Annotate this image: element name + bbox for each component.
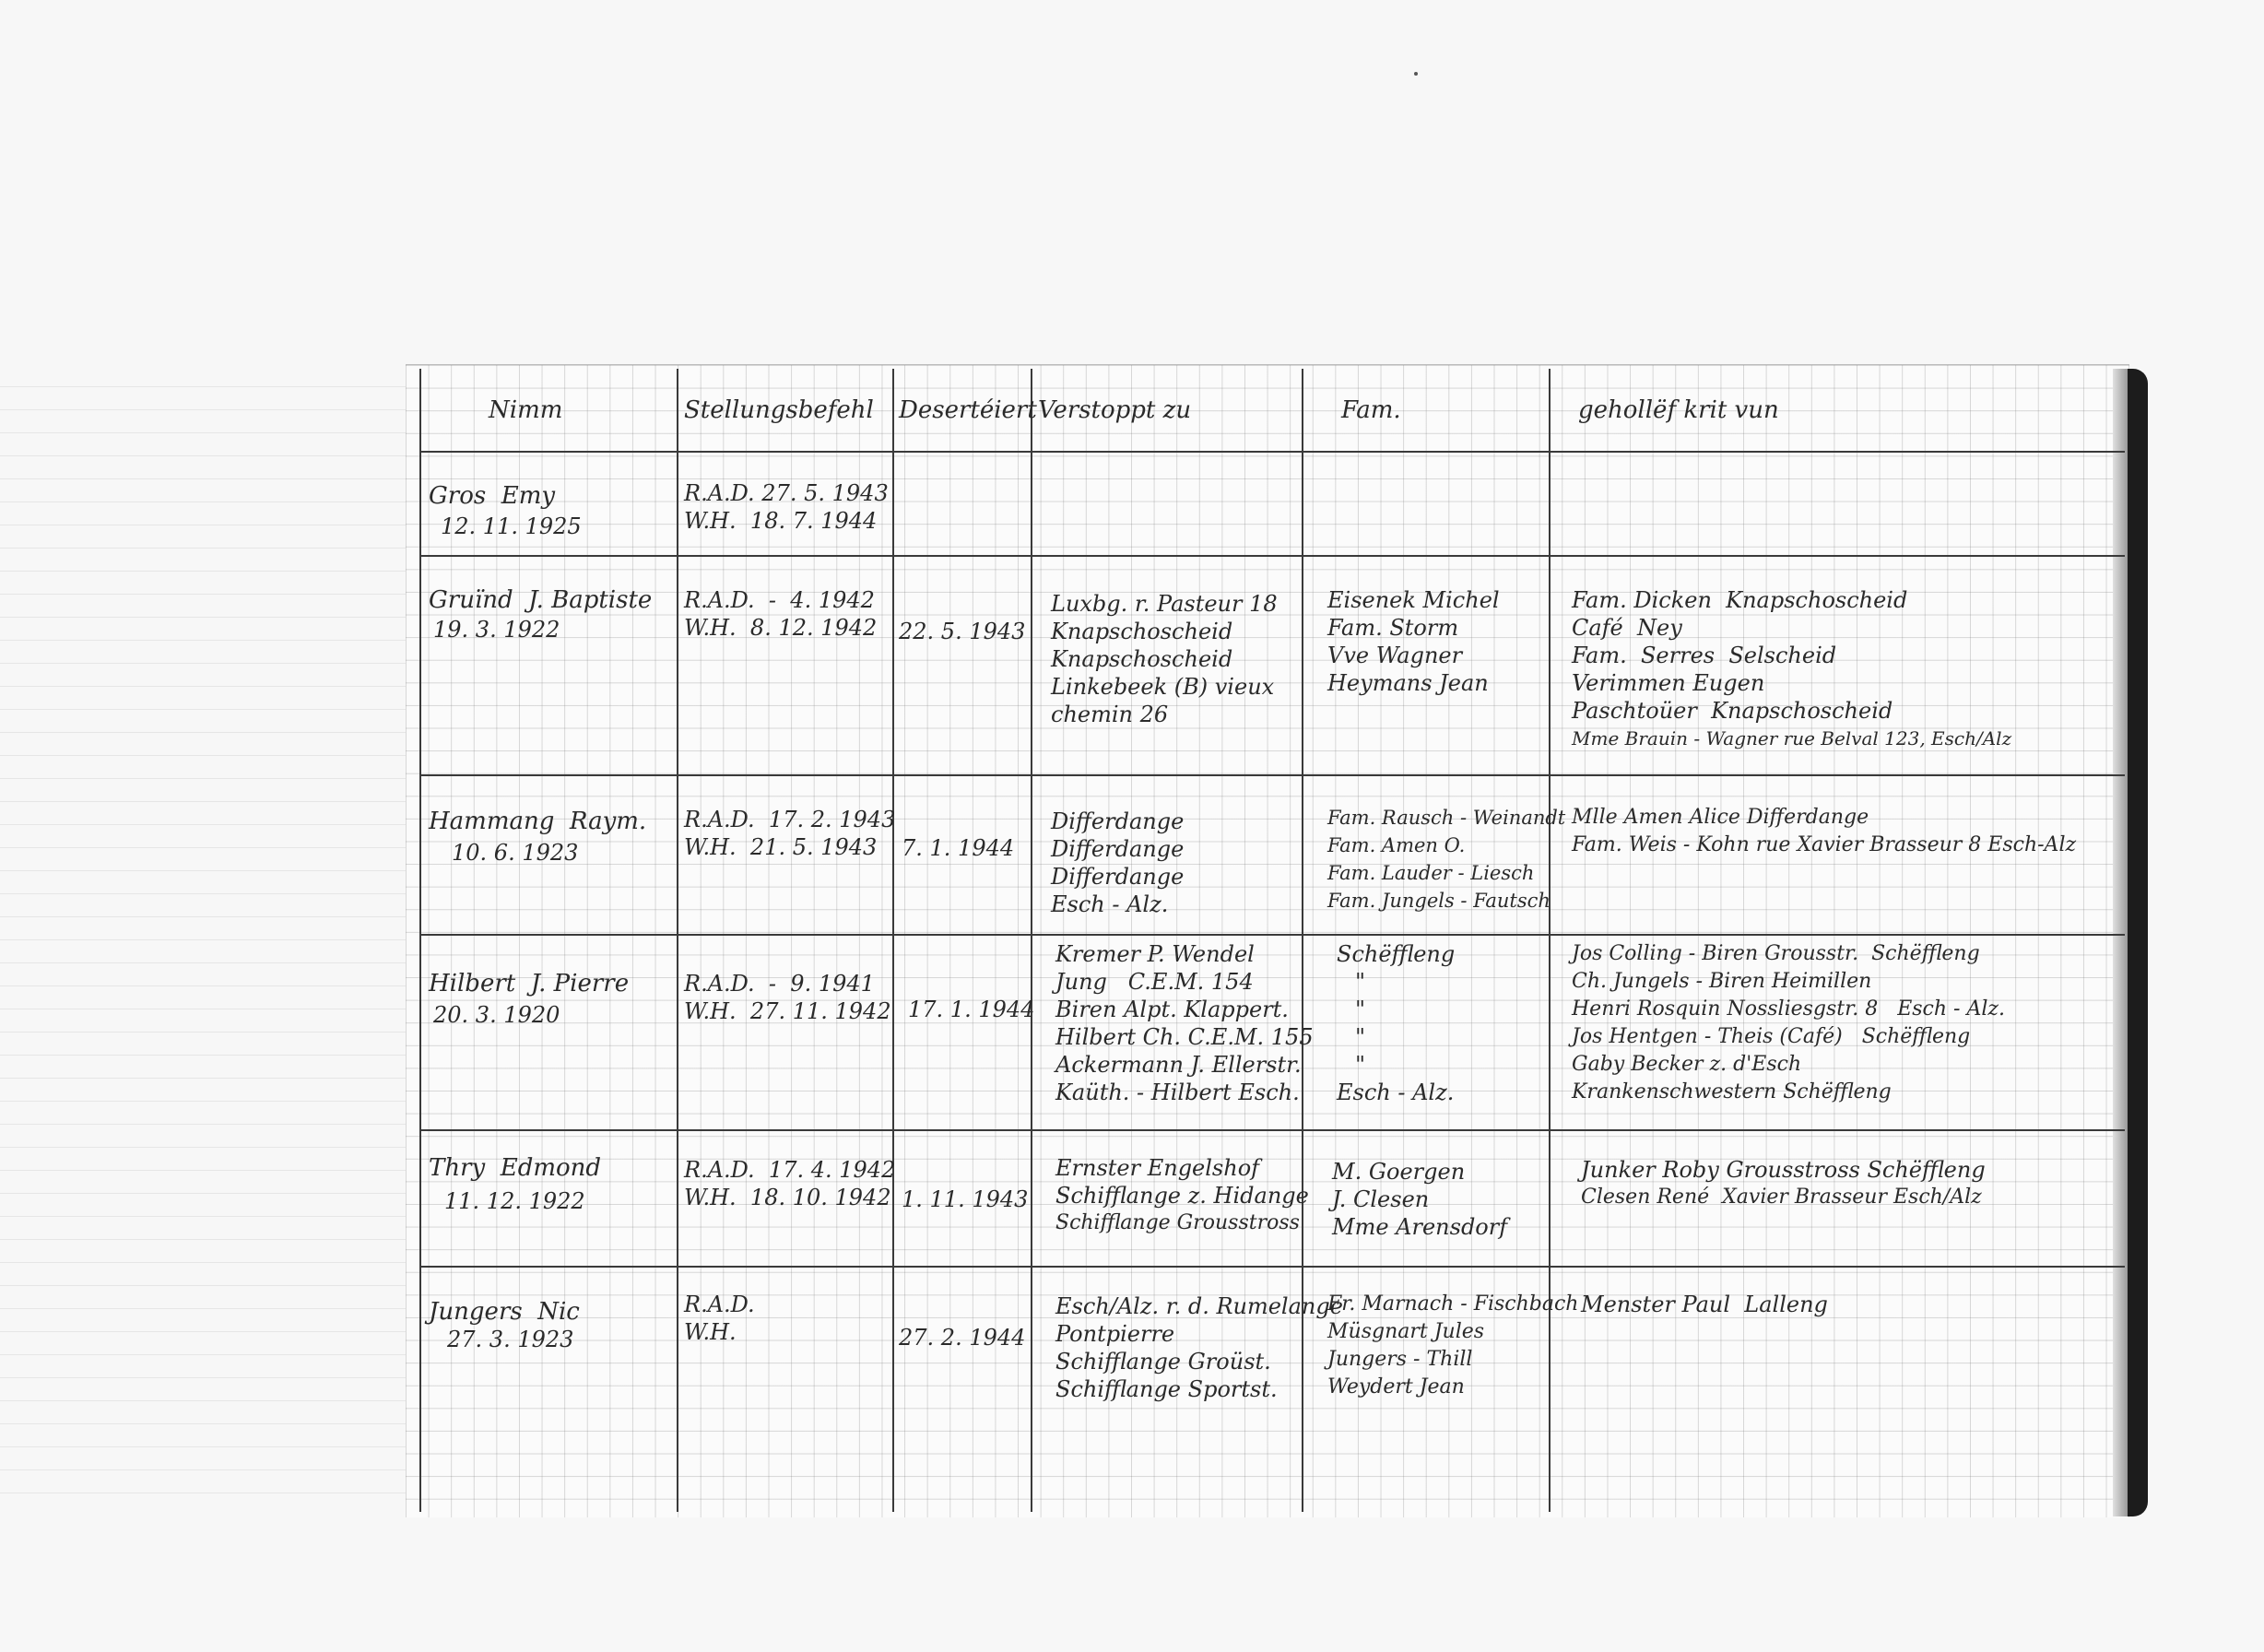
row-2-name: Gruïnd J. Baptiste [429, 586, 653, 614]
row-6-name: Jungers Nic [429, 1298, 580, 1326]
row-4-helped-by-line: Gaby Becker z. d'Esch [1572, 1053, 1802, 1076]
row-5-helped-by-line: Clesen René Xavier Brasseur Esch/Alz [1581, 1186, 1982, 1209]
header-hidden-at: Verstoppt zu [1038, 396, 1192, 424]
row-5-helped-by-line: Junker Roby Grousstross Schëffleng [1581, 1157, 1986, 1183]
row-3-order [684, 806, 895, 861]
row-3-family-line: Fam. Lauder - Liesch [1327, 862, 1535, 884]
row-2-order [684, 586, 877, 642]
row-5-order-line: W.H. 18. 10. 1942 [684, 1185, 891, 1210]
row-5-deserted: 1. 11. 1943 [902, 1186, 1029, 1212]
row-5-family-line: J. Clesen [1332, 1186, 1430, 1212]
row-6-birth: 27. 3. 1923 [447, 1327, 574, 1352]
row-2-hidden-at-line: Knapschoscheid [1051, 619, 1233, 644]
row-5-name: Thry Edmond [429, 1154, 602, 1182]
row-2-hidden-at [1051, 590, 1278, 728]
row-divider-2 [419, 774, 2125, 776]
row-3-order-line: R.A.D. 17. 2. 1943 [684, 807, 896, 832]
column-divider-order-deserted [892, 369, 894, 1512]
row-3-name: Hammang Raym. [429, 808, 647, 835]
header-name: Nimm [489, 396, 563, 424]
row-5-helped-by [1581, 1156, 1986, 1211]
row-3-deserted: 7. 1. 1944 [902, 835, 1015, 861]
row-3-family-line: Fam. Jungels - Fautsch [1327, 890, 1551, 912]
row-5-hidden-at-line: Ernster Engelshof [1055, 1155, 1260, 1181]
row-4-hidden-at [1055, 940, 1314, 1106]
row-4-family-line: Esch - Alz. [1337, 1080, 1455, 1105]
row-6-helped-by-line: Menster Paul Lalleng [1581, 1292, 1828, 1317]
row-2-order-line: R.A.D. - 4. 1942 [684, 587, 875, 613]
row-2-family-line: Vve Wagner [1327, 643, 1463, 668]
row-5-family [1332, 1158, 1507, 1241]
row-4-family-line: Schëffleng [1337, 941, 1456, 967]
row-divider-header [419, 451, 2125, 453]
row-3-helped-by [1572, 804, 2076, 859]
row-4-hidden-at-line: Ackermann J. Ellerstr. [1055, 1052, 1302, 1078]
row-5-birth: 11. 12. 1922 [444, 1188, 585, 1214]
row-4-hidden-at-line: Kaüth. - Hilbert Esch. [1055, 1080, 1300, 1105]
row-4-family-line: " [1355, 1052, 1366, 1078]
row-4-order-line: R.A.D. - 9. 1941 [684, 971, 875, 997]
row-6-family-line: Fr. Marnach - Fischbach [1327, 1292, 1579, 1316]
row-6-order [684, 1291, 755, 1346]
row-4-family-line: " [1355, 1024, 1366, 1050]
row-3-order-line: W.H. 21. 5. 1943 [684, 834, 878, 860]
row-2-birth: 19. 3. 1922 [433, 617, 560, 643]
row-4-hidden-at-line: Biren Alpt. Klappert. [1055, 997, 1289, 1022]
row-6-family [1327, 1291, 1578, 1401]
row-2-order-line: W.H. 8. 12. 1942 [684, 615, 878, 641]
column-divider-name-order [677, 369, 678, 1512]
notebook-cover-edge [2128, 369, 2148, 1516]
row-4-helped-by-line: Krankenschwestern Schëffleng [1572, 1080, 1892, 1103]
row-3-helped-by-line: Mlle Amen Alice Differdange [1572, 806, 1869, 829]
row-2-family [1327, 586, 1500, 697]
row-5-family-line: Mme Arensdorf [1332, 1214, 1508, 1240]
row-5-order [684, 1156, 895, 1211]
row-2-helped-by-line: Fam. Serres Selscheid [1572, 643, 1837, 668]
row-4-birth: 20. 3. 1920 [433, 1002, 560, 1028]
header-deserted: Desertéiert [899, 396, 1037, 424]
header-family: Fam. [1341, 396, 1401, 424]
row-4-helped-by-line: Jos Hentgen - Theis (Café) Schëffleng [1572, 1025, 1971, 1048]
row-6-hidden-at [1055, 1292, 1343, 1403]
row-6-order-line: R.A.D. [684, 1292, 755, 1317]
row-6-hidden-at-line: Pontpierre [1055, 1321, 1175, 1347]
page-edge-shadow [2113, 369, 2128, 1516]
row-2-helped-by-line: Café Ney [1572, 615, 1682, 641]
row-2-helped-by-line: Fam. Dicken Knapschoscheid [1572, 587, 1908, 613]
row-2-family-line: Heymans Jean [1327, 670, 1489, 696]
header-helped-by: gehollëf krit vun [1578, 396, 1779, 424]
row-4-family-line: " [1355, 969, 1366, 995]
row-6-family-line: Müsgnart Jules [1327, 1320, 1485, 1343]
row-6-family-line: Weydert Jean [1327, 1375, 1465, 1398]
row-3-family-line: Fam. Amen O. [1327, 834, 1466, 856]
row-3-hidden-at [1051, 808, 1184, 918]
column-divider-left [419, 369, 421, 1512]
row-3-hidden-at-line: Differdange [1051, 836, 1185, 862]
row-6-family-line: Jungers - Thill [1327, 1348, 1473, 1371]
row-5-hidden-at-line: Schifflange Grousstross [1055, 1211, 1300, 1234]
row-6-hidden-at-line: Esch/Alz. r. d. Rumelange [1055, 1293, 1343, 1319]
row-1-order-line: W.H. 18. 7. 1944 [684, 508, 878, 534]
row-1-name: Gros Emy [429, 482, 556, 510]
row-2-family-line: Eisenek Michel [1327, 587, 1500, 613]
row-4-hidden-at-line: Hilbert Ch. C.E.M. 155 [1055, 1024, 1314, 1050]
row-6-hidden-at-line: Schifflange Sportst. [1055, 1376, 1278, 1402]
row-2-hidden-at-line: Luxbg. r. Pasteur 18 [1051, 591, 1278, 617]
row-6-hidden-at-line: Schifflange Groüst. [1055, 1349, 1271, 1375]
row-2-helped-by-line: Paschtoüer Knapschoscheid [1572, 698, 1893, 724]
row-4-helped-by [1572, 940, 2005, 1106]
row-5-hidden-at [1055, 1154, 1309, 1237]
row-1-birth: 12. 11. 1925 [441, 513, 582, 539]
row-2-hidden-at-line: Knapschoscheid [1051, 646, 1233, 672]
row-4-helped-by-line: Ch. Jungels - Biren Heimillen [1572, 970, 1872, 993]
row-1-order [684, 479, 889, 535]
row-6-deserted: 27. 2. 1944 [899, 1325, 1026, 1351]
row-3-birth: 10. 6. 1923 [452, 840, 579, 866]
row-4-deserted: 17. 1. 1944 [908, 997, 1035, 1022]
row-divider-1 [419, 555, 2125, 557]
stray-mark [1414, 72, 1418, 76]
row-divider-3 [419, 934, 2125, 936]
row-4-helped-by-line: Henri Rosquin Nossliesgstr. 8 Esch - Alz. [1572, 997, 2005, 1021]
header-order: Stellungsbefehl [684, 396, 874, 424]
row-1-order-line: R.A.D. 27. 5. 1943 [684, 480, 889, 506]
row-3-family [1327, 804, 1565, 914]
row-6-order-line: W.H. [684, 1319, 737, 1345]
row-2-family-line: Fam. Storm [1327, 615, 1459, 641]
row-4-helped-by-line: Jos Colling - Biren Grousstr. Schëffleng [1572, 942, 1980, 965]
row-4-name: Hilbert J. Pierre [429, 970, 630, 997]
row-3-helped-by-line: Fam. Weis - Kohn rue Xavier Brasseur 8 Esch-Alz [1572, 833, 2077, 856]
row-2-helped-by [1572, 586, 2011, 752]
row-5-family-line: M. Goergen [1332, 1159, 1466, 1185]
row-4-order-line: W.H. 27. 11. 1942 [684, 998, 891, 1024]
row-4-family-line: " [1355, 997, 1366, 1022]
row-4-hidden-at-line: Jung C.E.M. 154 [1055, 969, 1254, 995]
row-5-hidden-at-line: Schifflange z. Hidange [1055, 1183, 1309, 1209]
row-4-family [1337, 940, 1455, 1106]
row-4-hidden-at-line: Kremer P. Wendel [1055, 941, 1255, 967]
row-3-hidden-at-line: Differdange [1051, 808, 1185, 834]
previous-page-edge [0, 364, 406, 1507]
row-2-hidden-at-line: chemin 26 [1051, 702, 1169, 727]
row-4-order [684, 970, 891, 1025]
row-5-order-line: R.A.D. 17. 4. 1942 [684, 1157, 896, 1183]
column-divider-deserted-hidden [1031, 369, 1032, 1512]
row-2-helped-by-line: Verimmen Eugen [1572, 670, 1765, 696]
row-3-hidden-at-line: Differdange [1051, 864, 1185, 890]
row-2-helped-by-line: Mme Brauin - Wagner rue Belval 123, Esch/Alz [1572, 727, 2012, 749]
row-2-hidden-at-line: Linkebeek (B) vieux [1051, 674, 1275, 700]
row-3-family-line: Fam. Rausch - Weinandt [1327, 807, 1566, 829]
row-divider-5 [419, 1266, 2125, 1268]
row-2-deserted: 22. 5. 1943 [899, 619, 1026, 644]
row-3-hidden-at-line: Esch - Alz. [1051, 891, 1169, 917]
row-divider-4 [419, 1129, 2125, 1131]
